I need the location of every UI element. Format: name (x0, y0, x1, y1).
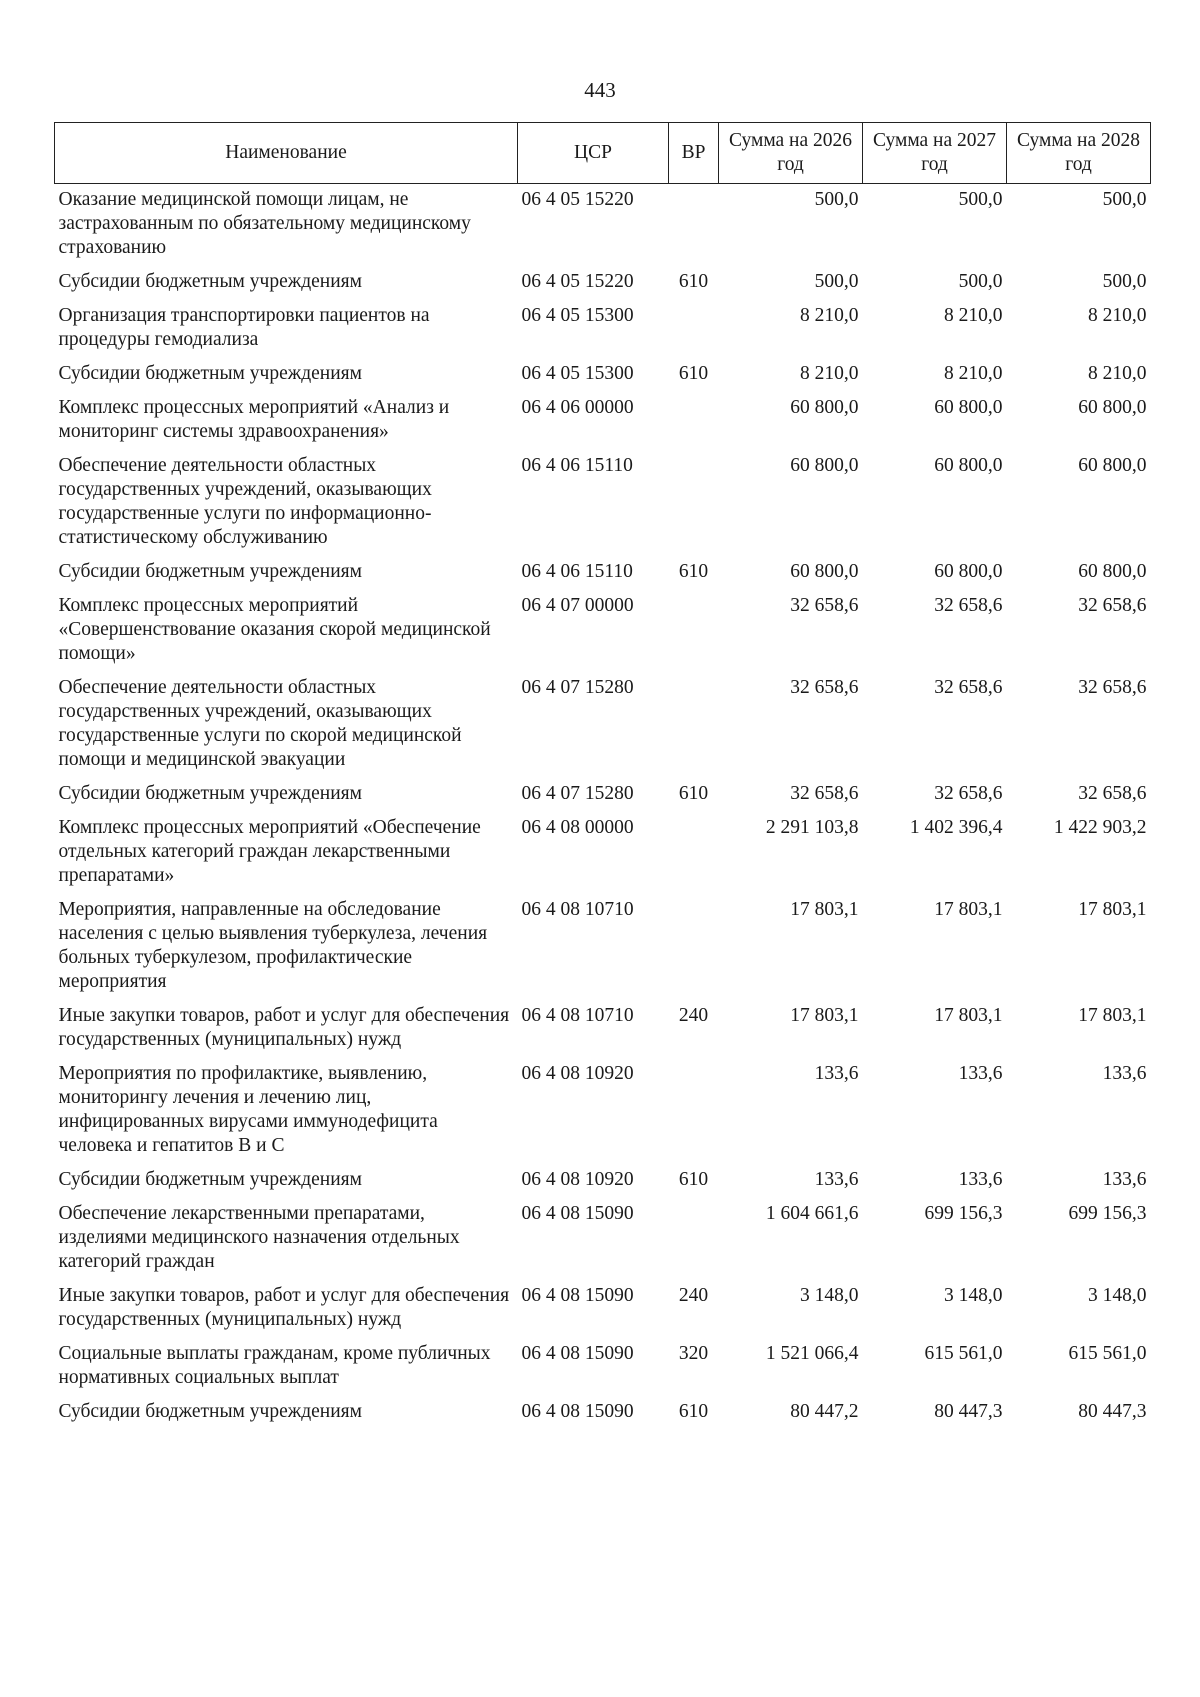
table-row (55, 450, 1151, 556)
row-sum-2027: 133,6 (958, 1169, 1003, 1190)
row-sum-2028: 17 803,1 (1078, 899, 1147, 920)
row-csr: 06 4 08 10920 (521, 1169, 634, 1190)
table-row (55, 358, 1151, 392)
row-vr: 320 (678, 1343, 709, 1364)
row-sum-2028: 80 447,3 (1078, 1401, 1147, 1422)
row-name: Оказание медицинской помощи лицам, не застрахованным по обязательному медицинскому страхованию (58, 189, 471, 258)
row-sum-2028: 17 803,1 (1078, 1005, 1147, 1026)
row-vr (669, 672, 719, 778)
header-csr: ЦСР (518, 123, 669, 184)
header-name: Наименование (55, 123, 518, 184)
row-csr: 06 4 05 15300 (521, 363, 634, 384)
row-name: Обеспечение деятельности областных государственных учреждений, оказывающих государственные услуги по информационно-статистическому обслуживанию (58, 455, 432, 548)
row-sum-2027: 17 803,1 (934, 899, 1003, 920)
row-sum-2026: 60 800,0 (790, 455, 859, 476)
row-name: Организация транспортировки пациентов на процедуры гемодиализа (58, 305, 430, 350)
row-sum-2027: 699 156,3 (924, 1203, 1003, 1224)
row-vr: 240 (678, 1005, 709, 1026)
row-csr: 06 4 07 00000 (521, 595, 634, 616)
table-row (55, 894, 1151, 1000)
row-sum-2027: 32 658,6 (934, 595, 1003, 616)
row-name: Комплекс процессных мероприятий «Совершенствование оказания скорой медицинской помощи» (58, 595, 491, 664)
row-csr: 06 4 08 15090 (521, 1401, 634, 1422)
row-sum-2027: 8 210,0 (944, 305, 1003, 326)
row-sum-2026: 32 658,6 (790, 783, 859, 804)
row-sum-2027: 8 210,0 (944, 363, 1003, 384)
row-vr (669, 184, 719, 267)
row-csr: 06 4 08 10710 (521, 1005, 634, 1026)
row-sum-2027: 500,0 (958, 189, 1003, 210)
row-sum-2026: 500,0 (814, 271, 859, 292)
row-sum-2026: 32 658,6 (790, 677, 859, 698)
row-vr (669, 1058, 719, 1164)
row-csr: 06 4 08 00000 (521, 817, 634, 838)
row-sum-2026: 80 447,2 (790, 1401, 859, 1422)
budget-table (54, 122, 1151, 1430)
row-csr: 06 4 05 15300 (521, 305, 634, 326)
row-sum-2028: 60 800,0 (1078, 455, 1147, 476)
row-name: Субсидии бюджетным учреждениям (58, 271, 362, 292)
row-sum-2027: 32 658,6 (934, 783, 1003, 804)
row-vr: 610 (678, 1169, 709, 1190)
row-sum-2026: 60 800,0 (790, 397, 859, 418)
table-header (55, 123, 1151, 184)
row-csr: 06 4 06 00000 (521, 397, 634, 418)
row-csr: 06 4 08 15090 (521, 1203, 634, 1224)
row-vr: 610 (678, 363, 709, 384)
row-name: Обеспечение деятельности областных государственных учреждений, оказывающих государственные услуги по скорой медицинской помощи и медицинской эвакуации (58, 677, 462, 770)
row-sum-2026: 1 604 661,6 (765, 1203, 859, 1224)
row-vr: 240 (678, 1285, 709, 1306)
row-sum-2026: 133,6 (814, 1063, 859, 1084)
row-sum-2026: 32 658,6 (790, 595, 859, 616)
row-sum-2026: 2 291 103,8 (765, 817, 859, 838)
row-vr: 610 (678, 1401, 709, 1422)
row-vr (669, 300, 719, 358)
row-vr: 610 (678, 271, 709, 292)
table-row (55, 1396, 1151, 1430)
row-sum-2028: 133,6 (1102, 1169, 1147, 1190)
row-sum-2027: 17 803,1 (934, 1005, 1003, 1026)
row-sum-2027: 60 800,0 (934, 561, 1003, 582)
row-name: Социальные выплаты гражданам, кроме публичных нормативных социальных выплат (58, 1343, 491, 1388)
row-sum-2026: 8 210,0 (800, 305, 859, 326)
row-csr: 06 4 05 15220 (521, 189, 634, 210)
table-row (55, 1058, 1151, 1164)
row-csr: 06 4 08 15090 (521, 1343, 634, 1364)
header-sum-2027: Сумма на 2027 год (863, 123, 1007, 184)
row-sum-2026: 133,6 (814, 1169, 859, 1190)
row-name: Комплекс процессных мероприятий «Анализ и мониторинг системы здравоохранения» (58, 397, 450, 442)
row-sum-2028: 32 658,6 (1078, 677, 1147, 698)
row-sum-2028: 699 156,3 (1068, 1203, 1147, 1224)
row-sum-2027: 60 800,0 (934, 455, 1003, 476)
table-row (55, 1000, 1151, 1058)
table-row (55, 1280, 1151, 1338)
row-sum-2028: 32 658,6 (1078, 595, 1147, 616)
table-row (55, 590, 1151, 672)
row-sum-2026: 17 803,1 (790, 899, 859, 920)
row-sum-2028: 500,0 (1102, 189, 1147, 210)
row-vr (669, 392, 719, 450)
row-name: Субсидии бюджетным учреждениям (58, 561, 362, 582)
row-sum-2027: 500,0 (958, 271, 1003, 292)
table-body (55, 184, 1151, 1431)
table-row (55, 672, 1151, 778)
table-row (55, 778, 1151, 812)
row-sum-2028: 1 422 903,2 (1053, 817, 1147, 838)
row-vr (669, 1198, 719, 1280)
row-sum-2027: 133,6 (958, 1063, 1003, 1084)
row-name: Мероприятия по профилактике, выявлению, мониторингу лечения и лечению лиц, инфицированных вирусами иммунодефицита человека и гепатитов В и С (58, 1063, 438, 1156)
row-sum-2028: 8 210,0 (1088, 305, 1147, 326)
row-sum-2026: 3 148,0 (800, 1285, 859, 1306)
table-row (55, 300, 1151, 358)
row-vr (669, 590, 719, 672)
row-vr: 610 (678, 561, 709, 582)
row-sum-2028: 8 210,0 (1088, 363, 1147, 384)
header-vr: ВР (669, 123, 719, 184)
row-sum-2027: 60 800,0 (934, 397, 1003, 418)
row-name: Субсидии бюджетным учреждениям (58, 1169, 362, 1190)
row-name: Субсидии бюджетным учреждениям (58, 783, 362, 804)
row-sum-2028: 60 800,0 (1078, 561, 1147, 582)
row-sum-2028: 615 561,0 (1068, 1343, 1147, 1364)
header-sum-2026: Сумма на 2026 год (719, 123, 863, 184)
row-name: Обеспечение лекарственными препаратами, изделиями медицинского назначения отдельных категорий граждан (58, 1203, 460, 1272)
page-number: 443 (584, 78, 616, 102)
row-sum-2028: 60 800,0 (1078, 397, 1147, 418)
row-csr: 06 4 06 15110 (521, 455, 633, 476)
row-sum-2028: 500,0 (1102, 271, 1147, 292)
row-name: Комплекс процессных мероприятий «Обеспечение отдельных категорий граждан лекарственными препаратами» (58, 817, 481, 886)
row-csr: 06 4 08 15090 (521, 1285, 634, 1306)
row-sum-2026: 8 210,0 (800, 363, 859, 384)
row-csr: 06 4 07 15280 (521, 783, 634, 804)
row-sum-2028: 32 658,6 (1078, 783, 1147, 804)
row-sum-2027: 32 658,6 (934, 677, 1003, 698)
row-vr (669, 812, 719, 894)
row-vr (669, 450, 719, 556)
row-sum-2028: 3 148,0 (1088, 1285, 1147, 1306)
row-name: Субсидии бюджетным учреждениям (58, 1401, 362, 1422)
row-sum-2026: 500,0 (814, 189, 859, 210)
row-name: Иные закупки товаров, работ и услуг для обеспечения государственных (муниципальных) нужд (58, 1285, 510, 1330)
row-csr: 06 4 08 10710 (521, 899, 634, 920)
row-sum-2027: 615 561,0 (924, 1343, 1003, 1364)
row-vr: 610 (678, 783, 709, 804)
row-sum-2028: 133,6 (1102, 1063, 1147, 1084)
table-row (55, 266, 1151, 300)
row-name: Субсидии бюджетным учреждениям (58, 363, 362, 384)
row-sum-2026: 60 800,0 (790, 561, 859, 582)
row-csr: 06 4 05 15220 (521, 271, 634, 292)
row-sum-2027: 80 447,3 (934, 1401, 1003, 1422)
table-row (55, 556, 1151, 590)
table-row (55, 812, 1151, 894)
row-vr (669, 894, 719, 1000)
row-csr: 06 4 07 15280 (521, 677, 634, 698)
row-sum-2026: 17 803,1 (790, 1005, 859, 1026)
row-sum-2027: 3 148,0 (944, 1285, 1003, 1306)
row-sum-2027: 1 402 396,4 (909, 817, 1003, 838)
table-row (55, 392, 1151, 450)
row-csr: 06 4 06 15110 (521, 561, 633, 582)
row-sum-2026: 1 521 066,4 (765, 1343, 859, 1364)
header-sum-2028: Сумма на 2028 год (1007, 123, 1151, 184)
row-name: Мероприятия, направленные на обследование населения с целью выявления туберкулеза, лечения больных туберкулезом, профилактические мероприятия (58, 899, 488, 992)
row-csr: 06 4 08 10920 (521, 1063, 634, 1084)
table-row (55, 1338, 1151, 1396)
row-name: Иные закупки товаров, работ и услуг для обеспечения государственных (муниципальных) нужд (58, 1005, 510, 1050)
table-row (55, 184, 1151, 267)
table-row (55, 1164, 1151, 1198)
table-row (55, 1198, 1151, 1280)
